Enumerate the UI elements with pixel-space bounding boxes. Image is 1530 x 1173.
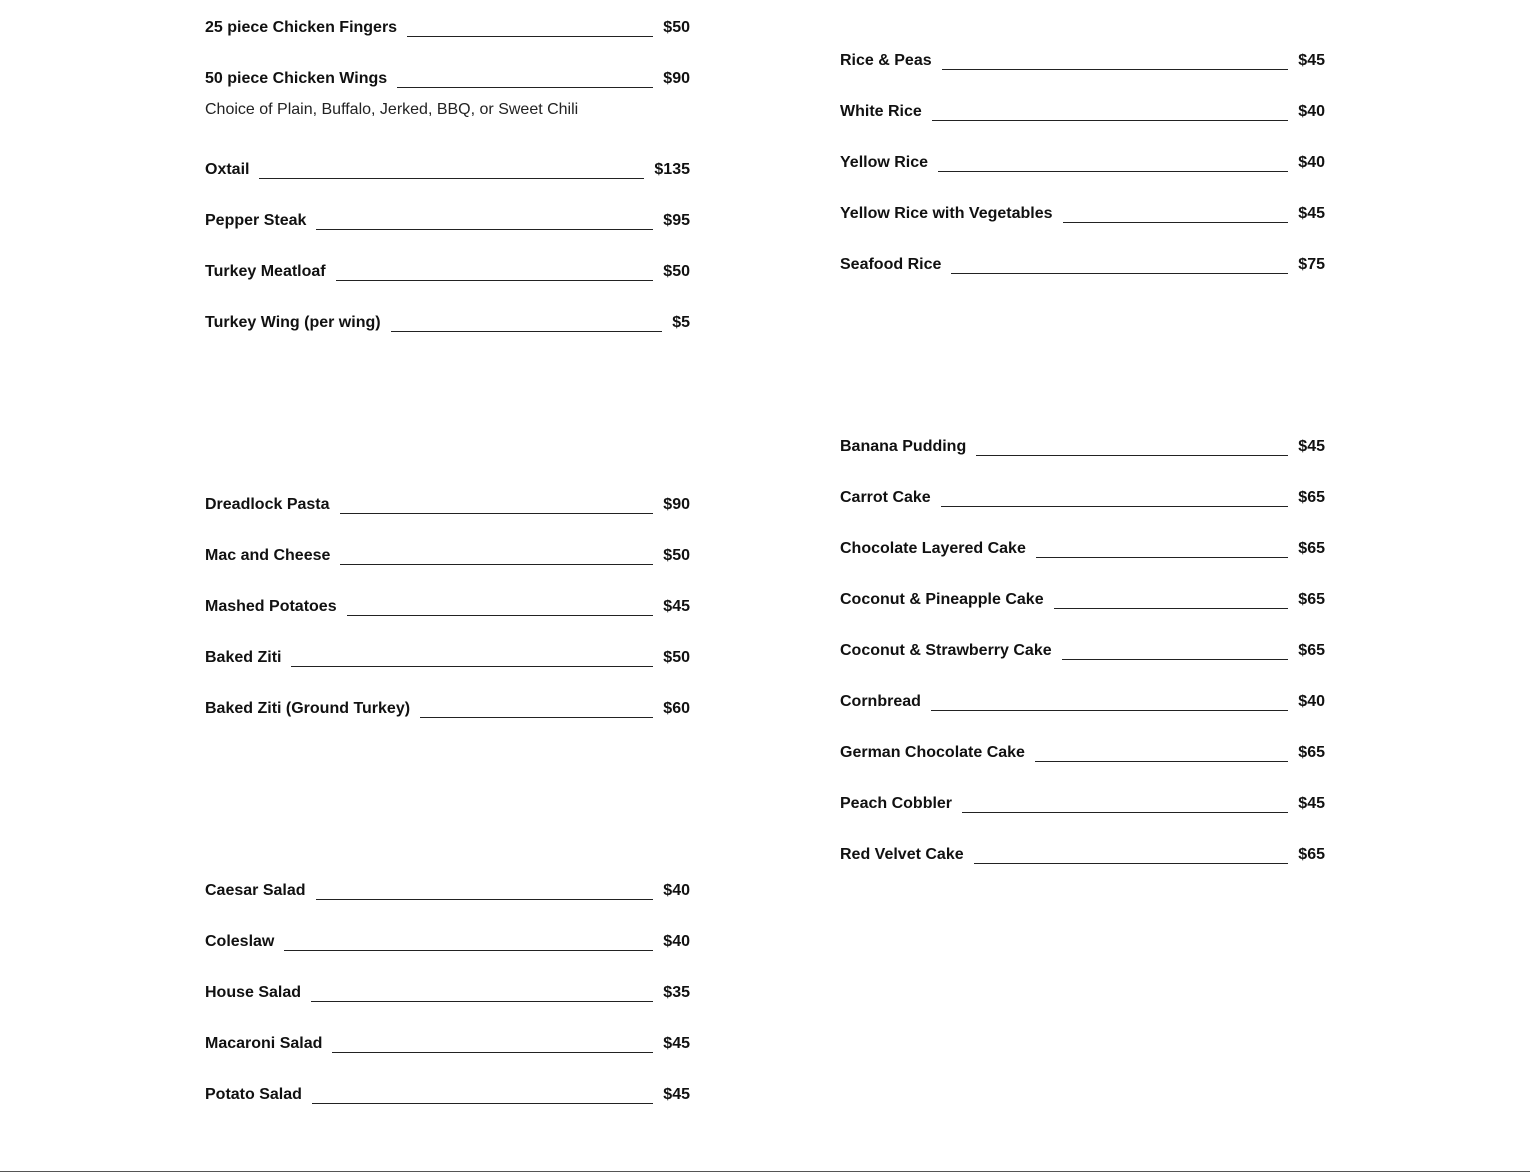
menu-item-banana-pudding bbox=[840, 431, 1325, 457]
item-price: $45 bbox=[663, 598, 690, 615]
item-name: House Salad bbox=[205, 984, 302, 1001]
dotted-leader bbox=[340, 564, 653, 565]
item-name: Red Velvet Cake bbox=[840, 846, 964, 863]
dotted-leader bbox=[259, 178, 644, 179]
item-price: $45 bbox=[1298, 438, 1325, 455]
menu-item-seafood-rice bbox=[840, 249, 1325, 275]
dotted-leader bbox=[931, 710, 1288, 711]
dotted-leader bbox=[311, 1001, 653, 1002]
item-name: Baked Ziti (Ground Turkey) bbox=[205, 700, 411, 717]
menu-item-coconut-pineapple-cake bbox=[840, 584, 1325, 610]
dotted-leader bbox=[291, 666, 653, 667]
dotted-leader bbox=[316, 899, 654, 900]
dotted-leader bbox=[1062, 659, 1289, 660]
wings-flavor-note: Choice of Plain, Buffalo, Jerked, BBQ, or Sweet Chili bbox=[205, 101, 579, 118]
menu-item-mac-and-cheese bbox=[205, 540, 690, 566]
dotted-leader bbox=[397, 87, 653, 88]
item-price: $65 bbox=[1298, 642, 1325, 659]
dotted-leader bbox=[932, 120, 1289, 121]
item-price: $40 bbox=[1298, 103, 1325, 120]
item-name: Turkey Meatloaf bbox=[205, 263, 326, 280]
item-price: $75 bbox=[1298, 256, 1325, 273]
item-price: $45 bbox=[1298, 795, 1325, 812]
item-price: $95 bbox=[663, 212, 690, 229]
menu-item-turkey-wing bbox=[205, 307, 690, 333]
item-name: Peach Cobbler bbox=[840, 795, 953, 812]
dotted-leader bbox=[942, 69, 1289, 70]
menu-item-chicken-fingers bbox=[205, 12, 690, 38]
bottom-divider bbox=[0, 1171, 1530, 1172]
item-name: Yellow Rice bbox=[840, 154, 929, 171]
item-price: $90 bbox=[663, 496, 690, 513]
item-price: $5 bbox=[672, 314, 690, 331]
item-price: $40 bbox=[663, 882, 690, 899]
item-name: Dreadlock Pasta bbox=[205, 496, 330, 513]
item-name: German Chocolate Cake bbox=[840, 744, 1025, 761]
menu-item-white-rice bbox=[840, 96, 1325, 122]
menu-item-chicken-wings bbox=[205, 63, 690, 89]
menu-item-coconut-strawberry-cake bbox=[840, 635, 1325, 661]
item-name: Turkey Wing (per wing) bbox=[205, 314, 381, 331]
dotted-leader bbox=[938, 171, 1288, 172]
item-price: $50 bbox=[663, 263, 690, 280]
dotted-leader bbox=[951, 273, 1288, 274]
item-name: White Rice bbox=[840, 103, 922, 120]
item-price: $45 bbox=[1298, 52, 1325, 69]
item-name: Pepper Steak bbox=[205, 212, 307, 229]
item-price: $50 bbox=[663, 649, 690, 666]
item-price: $60 bbox=[663, 700, 690, 717]
item-name: Coconut & Strawberry Cake bbox=[840, 642, 1052, 659]
item-price: $40 bbox=[1298, 693, 1325, 710]
item-price: $40 bbox=[1298, 154, 1325, 171]
dotted-leader bbox=[1063, 222, 1289, 223]
item-price: $40 bbox=[663, 933, 690, 950]
dotted-leader bbox=[974, 863, 1289, 864]
item-price: $65 bbox=[1298, 540, 1325, 557]
menu-item-caesar-salad bbox=[205, 875, 690, 901]
menu-item-cornbread bbox=[840, 686, 1325, 712]
item-name: Coconut & Pineapple Cake bbox=[840, 591, 1044, 608]
item-name: Banana Pudding bbox=[840, 438, 967, 455]
menu-item-red-velvet-cake bbox=[840, 839, 1325, 865]
item-name: 50 piece Chicken Wings bbox=[205, 70, 388, 87]
item-name: Mashed Potatoes bbox=[205, 598, 337, 615]
menu-item-oxtail bbox=[205, 154, 690, 180]
menu-item-yellow-rice-vegetables bbox=[840, 198, 1325, 224]
menu-item-potato-salad bbox=[205, 1079, 690, 1105]
item-price: $90 bbox=[663, 70, 690, 87]
item-name: Coleslaw bbox=[205, 933, 275, 950]
dotted-leader bbox=[1035, 761, 1288, 762]
item-name: Yellow Rice with Vegetables bbox=[840, 205, 1053, 222]
menu-item-mashed-potatoes bbox=[205, 591, 690, 617]
item-price: $65 bbox=[1298, 489, 1325, 506]
item-price: $45 bbox=[1298, 205, 1325, 222]
dotted-leader bbox=[316, 229, 653, 230]
item-price: $35 bbox=[663, 984, 690, 1001]
item-price: $45 bbox=[663, 1086, 690, 1103]
menu-item-rice-and-peas bbox=[840, 45, 1325, 71]
dotted-leader bbox=[1054, 608, 1289, 609]
menu-item-baked-ziti bbox=[205, 642, 690, 668]
dotted-leader bbox=[332, 1052, 653, 1053]
item-name: Potato Salad bbox=[205, 1086, 302, 1103]
item-name: 25 piece Chicken Fingers bbox=[205, 19, 398, 36]
item-price: $65 bbox=[1298, 744, 1325, 761]
item-name: Carrot Cake bbox=[840, 489, 931, 506]
item-name: Rice & Peas bbox=[840, 52, 932, 69]
menu-item-chocolate-layered-cake bbox=[840, 533, 1325, 559]
item-price: $65 bbox=[1298, 846, 1325, 863]
menu-item-coleslaw bbox=[205, 926, 690, 952]
menu-item-baked-ziti-turkey bbox=[205, 693, 690, 719]
dotted-leader bbox=[407, 36, 653, 37]
dotted-leader bbox=[347, 615, 654, 616]
item-name: Macaroni Salad bbox=[205, 1035, 323, 1052]
dotted-leader bbox=[336, 280, 654, 281]
menu-item-turkey-meatloaf bbox=[205, 256, 690, 282]
dotted-leader bbox=[340, 513, 654, 514]
item-name: Mac and Cheese bbox=[205, 547, 331, 564]
item-price: $135 bbox=[654, 161, 690, 178]
dotted-leader bbox=[1036, 557, 1288, 558]
item-name: Chocolate Layered Cake bbox=[840, 540, 1026, 557]
item-name: Caesar Salad bbox=[205, 882, 306, 899]
item-name: Seafood Rice bbox=[840, 256, 942, 273]
dotted-leader bbox=[976, 455, 1288, 456]
dotted-leader bbox=[420, 717, 653, 718]
menu-item-pepper-steak bbox=[205, 205, 690, 231]
menu-item-carrot-cake bbox=[840, 482, 1325, 508]
dotted-leader bbox=[312, 1103, 653, 1104]
menu-item-dreadlock-pasta bbox=[205, 489, 690, 515]
menu-item-peach-cobbler bbox=[840, 788, 1325, 814]
menu-item-macaroni-salad bbox=[205, 1028, 690, 1054]
item-name: Baked Ziti bbox=[205, 649, 282, 666]
item-price: $45 bbox=[663, 1035, 690, 1052]
dotted-leader bbox=[284, 950, 653, 951]
item-price: $50 bbox=[663, 19, 690, 36]
item-price: $50 bbox=[663, 547, 690, 564]
item-name: Oxtail bbox=[205, 161, 250, 178]
dotted-leader bbox=[962, 812, 1288, 813]
item-name: Cornbread bbox=[840, 693, 921, 710]
dotted-leader bbox=[941, 506, 1289, 507]
menu-item-german-chocolate-cake bbox=[840, 737, 1325, 763]
item-price: $65 bbox=[1298, 591, 1325, 608]
menu-item-yellow-rice bbox=[840, 147, 1325, 173]
dotted-leader bbox=[391, 331, 663, 332]
menu-item-house-salad bbox=[205, 977, 690, 1003]
